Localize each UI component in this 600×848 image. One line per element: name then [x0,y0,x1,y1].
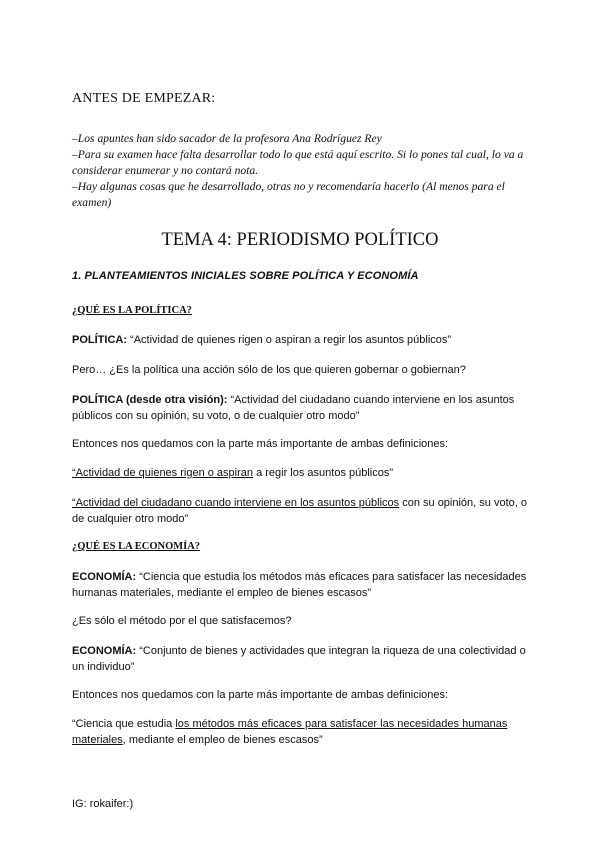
politica-definition-1 [72,332,532,348]
politica-question: Pero… ¿Es la política una acción sólo de los que quieren gobernar o gobiernan? [72,364,466,376]
underlined-text: “Actividad de quienes rigen o aspiran [72,467,254,479]
definition-label: POLÍTICA (desde otra visión): [72,394,228,406]
economia-definition-2 [72,643,532,675]
politica-heading: ¿QUÉ ES LA POLÍTICA? [72,305,192,316]
intro-notes [72,131,532,211]
definition-text: “Actividad de quienes rigen o aspiran a regir los asuntos públicos” [127,334,452,346]
underlined-text: los métodos más eficaces para satisfacer las necesidades humanas materiales [72,718,508,746]
politica-definition-2 [72,392,532,424]
politica-quote-1 [72,465,532,481]
economia-question: ¿Es sólo el método por el que satisfacemos? [72,615,292,627]
politica-quote-2 [72,495,532,527]
quote-text: “Ciencia que estudia [72,718,176,730]
tema-title: TEMA 4: PERIODISMO POLÍTICO [161,230,439,250]
economia-heading: ¿QUÉ ES LA ECONOMÍA? [72,541,201,552]
quote-text: a regir los asuntos públicos” [253,467,394,479]
intro-note: –Hay algunas cosas que he desarrollado, otras no y recomendaría hacerlo (Al menos para el examen) [72,180,505,209]
definition-text: “Ciencia que estudia los métodos más eficaces para satisfacer las necesidades humanas materiales, mediante el empleo de bienes escasos” [72,571,527,599]
economia-definition-1 [72,569,532,601]
economia-conclusion: Entonces nos quedamos con la parte más importante de ambas definiciones: [72,689,449,701]
underlined-text: “Actividad del ciudadano cuando interviene en los asuntos públicos [72,497,400,509]
quote-text: con su opinión, su voto, o de cualquier otro modo” [72,497,527,525]
intro-note: –Para su examen hace falta desarrollar todo lo que está aquí escrito. Si lo pones tal cual, lo va a considerar enumerar y no contará nota. [72,148,524,177]
definition-text: “Conjunto de bienes y actividades que integran la riqueza de una colectividad o un individuo” [72,645,526,673]
footer-text: IG: rokaifer:) [72,798,134,810]
section-title: 1. PLANTEAMIENTOS INICIALES SOBRE POLÍTICA Y ECONOMÍA [72,270,419,282]
quote-text: , mediante el empleo de bienes escasos” [122,734,323,746]
definition-label: ECONOMÍA: [72,645,137,657]
definition-label: POLÍTICA: [72,334,127,346]
definition-text: “Actividad del ciudadano cuando interviene en los asuntos públicos con su opinión, su voto, o de cualquier otro modo” [72,394,515,422]
intro-note: –Los apuntes han sido sacador de la profesora Ana Rodríguez Rey [72,132,382,145]
politica-conclusion: Entonces nos quedamos con la parte más importante de ambas definiciones: [72,438,449,450]
economia-quote [72,716,532,748]
definition-label: ECONOMÍA: [72,571,137,583]
intro-title: ANTES DE EMPEZAR: [72,91,216,106]
